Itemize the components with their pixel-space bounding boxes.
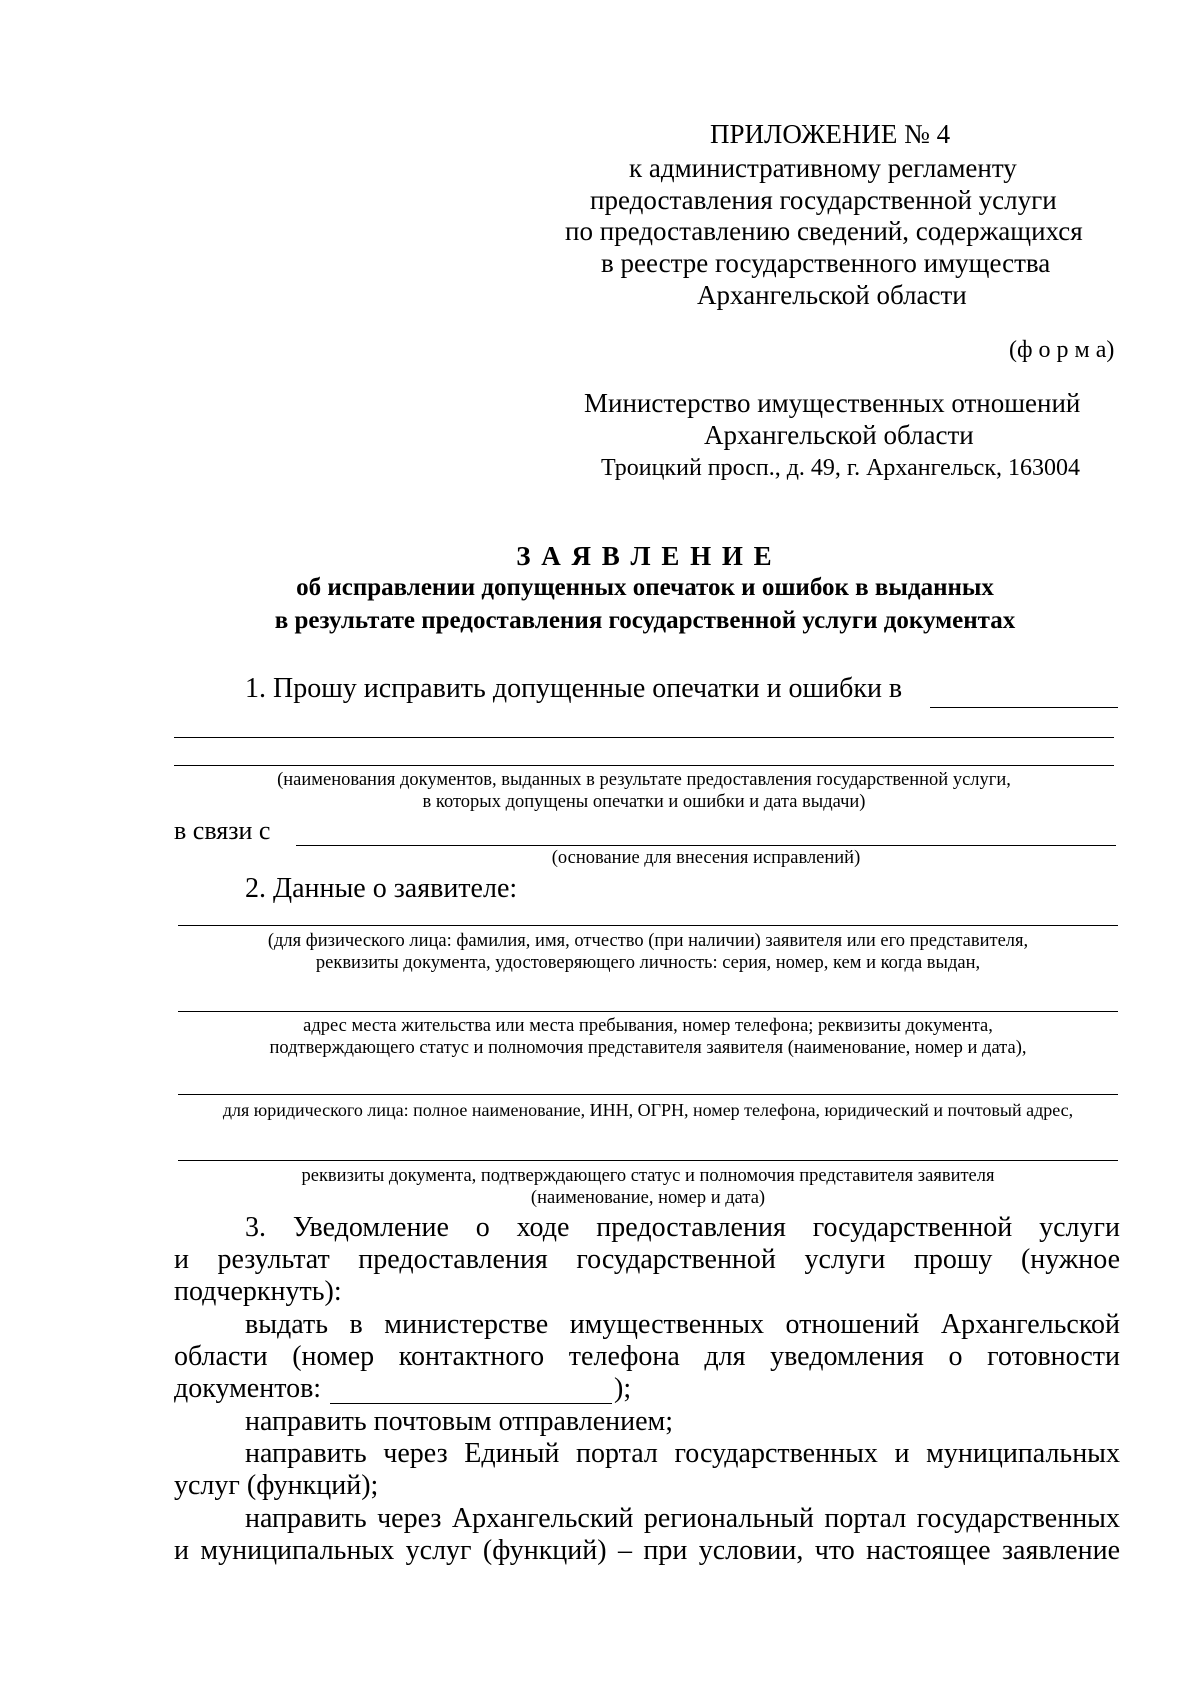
appendix-line-1: к административному регламенту bbox=[629, 153, 1017, 183]
applicant-blank-4[interactable] bbox=[178, 1160, 1118, 1161]
appendix-line-2: предоставления государственной услуги bbox=[590, 185, 1057, 215]
applicant-hint-d1: реквизиты документа, подтверждающего статус и полномочия представителя заявителя bbox=[301, 1166, 995, 1186]
addressee-line-1: Министерство имущественных отношений bbox=[584, 388, 1081, 418]
addressee-address: Троицкий просп., д. 49, г. Архангельск, 163004 bbox=[601, 455, 1080, 481]
reason-hint: (основание для внесения исправлений) bbox=[551, 848, 861, 868]
option-office-line-3: документов: bbox=[174, 1373, 322, 1404]
appendix-line-5: Архангельской области bbox=[697, 280, 967, 310]
applicant-blank-3[interactable] bbox=[178, 1094, 1118, 1095]
item2-text: 2. Данные о заявителе: bbox=[245, 873, 518, 904]
option-regional-portal-line-1[interactable]: направить через Архангельский региональный портал государственных bbox=[245, 1503, 1120, 1534]
item1-blank-line-1[interactable] bbox=[174, 737, 1114, 738]
item1-blank-line-2[interactable] bbox=[174, 765, 1114, 766]
appendix-title: ПРИЛОЖЕНИЕ № 4 bbox=[710, 119, 951, 149]
appendix-line-4: в реестре государственного имущества bbox=[601, 248, 1051, 278]
option-epgu-line-2[interactable]: услуг (функций); bbox=[174, 1470, 379, 1501]
phone-blank[interactable] bbox=[330, 1403, 612, 1404]
applicant-hint-b1: адрес места жительства или места пребывания, номер телефона; реквизиты документа, bbox=[303, 1016, 993, 1036]
option-office-line-1[interactable]: выдать в министерстве имущественных отношений Архангельской bbox=[245, 1309, 1120, 1340]
heading-line-1: об исправлении допущенных опечаток и ошибок в выданных bbox=[296, 574, 994, 601]
item1-text: 1. Прошу исправить допущенные опечатки и ошибки в bbox=[245, 673, 903, 704]
reason-blank[interactable] bbox=[296, 845, 1116, 846]
item1-blank-inline[interactable] bbox=[930, 707, 1118, 708]
heading-line-2: в результате предоставления государственной услуги документах bbox=[274, 607, 1016, 634]
document-title: З А Я В Л Е Н И Е bbox=[516, 541, 774, 571]
applicant-hint-c: для юридического лица: полное наименование, ИНН, ОГРН, номер телефона, юридический и почтовый адрес, bbox=[222, 1100, 1074, 1120]
form-mark: (ф о р м а) bbox=[1009, 337, 1115, 363]
item1-hint-1: (наименования документов, выданных в результате предоставления государственной услуги, bbox=[277, 770, 1011, 790]
option-mail[interactable]: направить почтовым отправлением; bbox=[245, 1406, 674, 1437]
applicant-hint-a1: (для физического лица: фамилия, имя, отчество (при наличии) заявителя или его представителя, bbox=[267, 931, 1029, 951]
item3-line-2: и результат предоставления государственной услуги прошу (нужное bbox=[174, 1244, 1120, 1275]
item3-line-1: 3. Уведомление о ходе предоставления государственной услуги bbox=[245, 1212, 1120, 1243]
item1-hint-2: в которых допущены опечатки и ошибки и дата выдачи) bbox=[422, 792, 866, 812]
applicant-blank-2[interactable] bbox=[178, 1011, 1118, 1012]
item3-line-3: подчеркнуть): bbox=[174, 1276, 342, 1307]
applicant-hint-a2: реквизиты документа, удостоверяющего личность: серия, номер, кем и когда выдан, bbox=[315, 953, 981, 973]
option-office-line-3-end: ); bbox=[614, 1373, 632, 1404]
addressee-line-2: Архангельской области bbox=[704, 420, 974, 450]
reason-label: в связи с bbox=[174, 816, 271, 845]
applicant-hint-d2: (наименование, номер и дата) bbox=[530, 1188, 766, 1208]
option-epgu-line-1[interactable]: направить через Единый портал государственных и муниципальных bbox=[245, 1438, 1120, 1469]
applicant-blank-1[interactable] bbox=[178, 925, 1118, 926]
option-regional-portal-line-2[interactable]: и муниципальных услуг (функций) – при условии, что настоящее заявление bbox=[174, 1535, 1120, 1566]
option-office-line-2[interactable]: области (номер контактного телефона для уведомления о готовности bbox=[174, 1341, 1120, 1372]
applicant-hint-b2: подтверждающего статус и полномочия представителя заявителя (наименование, номер и дата), bbox=[269, 1038, 1027, 1058]
appendix-line-3: по предоставлению сведений, содержащихся bbox=[565, 216, 1083, 246]
